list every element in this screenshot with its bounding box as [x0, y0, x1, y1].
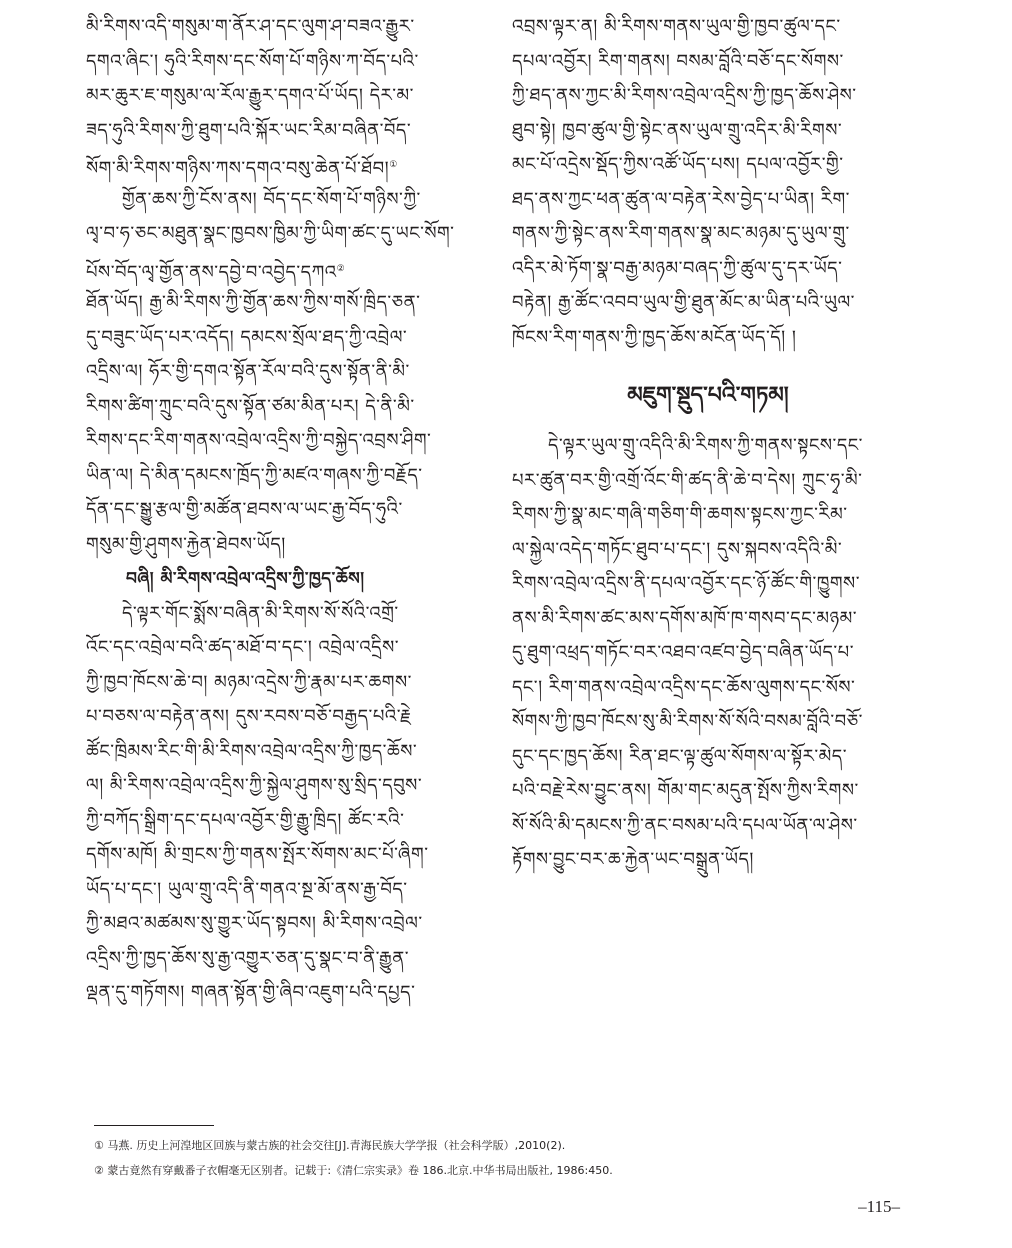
- text-line: འདིར་མེ་ཏོག་སྣ་བརྒྱ་མཉམ་བཞད་ཀྱི་ཚུལ་དུ་དར་ཡོད་: [512, 257, 843, 279]
- page-number: –115–: [858, 1197, 900, 1216]
- text-line: ནས་མི་རིགས་ཚང་མས་དགོས་མཁོ་ཁ་གསབ་དང་མཉམ་: [512, 607, 858, 629]
- text-line: འདྲིས་ཀྱི་ཁྱད་ཆོས་སུ་རྒྱ་འགྱུར་ཅན་དུ་སྣང་བ་ནི་རྒྱུན་: [86, 947, 410, 969]
- text-line: མར་ཆུར་ཇ་གསུམ་ལ་རོལ་རྒྱུར་དགའ་པོ་ཡོད། དེར་མ་: [86, 85, 414, 106]
- text-line: དགོས་མཁོ། མི་གྲངས་ཀྱི་གནས་སྤོར་སོགས་མང་པོ་ཞིག་: [86, 844, 429, 865]
- text-line: ཡིན་ལ། དེ་མིན་དམངས་ཁྲོད་ཀྱི་མཛའ་གཞས་ཀྱི་བརྗོད་: [86, 464, 423, 486]
- text-line: ལ་སྐྱེལ་འདེད་གཏོང་ཐུབ་པ་དང་། དུས་སྐབས་འདིའི་མི་: [512, 538, 843, 560]
- text-line: དགའ་ཞིང་། ཧུའི་རིགས་དང་སོག་པོ་གཉིས་ཀ་བོད་པའི་: [86, 50, 419, 72]
- text-line: ཡོད་པ་དང་། ཡུལ་གྲུ་འདི་ནི་གནའ་སྔ་མོ་ནས་རྒྱ་བོད་: [86, 878, 408, 900]
- text-line: དང་། རིག་གནས་འབྲེལ་འདྲིས་དང་ཆོས་ལུགས་དང་སོས་: [512, 676, 856, 698]
- text-line: ཐོན་ཡོད། རྒྱ་མི་རིགས་ཀྱི་གྱོན་ཆས་ཀྱིས་གསོ་ཁྲིད་ཅན་: [86, 292, 421, 313]
- text-line: རྟོགས་བྱུང་བར་ཆ་རྐྱེན་ཡང་བསྒྲུན་ཡོད།: [512, 849, 754, 870]
- text-line: རིགས་འབྲེལ་འདྲིས་ནི་དཔལ་འབྱོར་དང་ཉོ་ཚོང་གི་ཁྱུགས་: [512, 573, 860, 594]
- text-line: འབྲས་ལྟར་ན། མི་རིགས་གནས་ཡུལ་གྱི་ཁྱབ་ཚུལ་དང་: [512, 16, 841, 37]
- text-line: དུ་བཟུང་ཡོད་པར་འདོད། དམངས་སྲོལ་ཐད་ཀྱི་འབྲེལ་: [86, 326, 408, 348]
- footnote-2: ② 蒙古竟然有穿戴番子衣帽毫无区别者。记载于:《清仁宗实录》卷 186.北京.中华书局出版社, 1986:450.: [94, 1164, 613, 1177]
- text-line: སོ་སོའི་མི་དམངས་ཀྱི་ནང་བསམ་པའི་དཔལ་ཡོན་ལ་ཤེས་: [512, 814, 858, 836]
- text-line: འདྲིས་ལ། ཧོར་གྱི་དགའ་སྟོན་རོལ་བའི་དུས་སྟོན་ནི་མི་: [86, 361, 410, 382]
- text-line: འོང་དང་འབྲེལ་བའི་ཚད་མཐོ་བ་དང་། འབྲེལ་འདྲིས་: [86, 637, 400, 658]
- footnote-marker: ①: [389, 160, 398, 170]
- text-line: [86, 252, 486, 287]
- text-line: དུ་ཐུག་འཕྲད་གཏོང་བར་འཐབ་འཛབ་བྱེད་བཞིན་ཡོད་པ་: [512, 642, 854, 663]
- right-column: [512, 10, 904, 878]
- text-line: མི་རིགས་འདི་གསུམ་ག་ནོར་ཤ་དང་ལུག་ཤ་བཟའ་རྒྱུར་: [86, 16, 415, 37]
- text-line: ཚོང་ཁྲིམས་རིང་གི་མི་རིགས་འབྲེལ་འདྲིས་ཀྱི་ཁྱད་ཆོས་: [86, 740, 418, 762]
- text-line: དེ་ལྟར་གོང་སྨོས་བཞིན་མི་རིགས་སོ་སོའི་འགྲོ་: [122, 602, 399, 624]
- text-line: དཔལ་འབྱོར། རིག་གནས། བསམ་བློའི་བཅོ་དང་སོགས་: [512, 50, 844, 72]
- text-line: ཀྱི་ཁྱབ་ཁོངས་ཆེ་བ། མཉམ་འདྲེས་ཀྱི་རྣམ་པར་ཆགས་: [86, 671, 412, 693]
- text-line: ཁོངས་རིག་གནས་ཀྱི་ཁྱད་ཆོས་མངོན་ཡོད་དོ། །: [512, 326, 797, 348]
- footnote-divider: [94, 1125, 214, 1126]
- text-line: དེ་ལྟར་ཡུལ་གྲུ་འདིའི་མི་རིགས་ཀྱི་གནས་སྟངས་དང་: [548, 435, 863, 456]
- text-line: རིགས་ཀྱི་སྣ་མང་གཞི་གཅིག་གི་ཆགས་སྟངས་ཀྱང་རིམ་: [512, 504, 848, 525]
- text-line: གྱོན་ཆས་ཀྱི་ངོས་ནས། བོད་དང་སོག་པོ་གཉིས་ཀྱི་: [122, 188, 421, 210]
- text-line: པར་ཚུན་བར་གྱི་འགྲོ་འོང་གི་ཚད་ནི་ཆེ་བ་དེས། ཀྲུང་ཧྭ་མི་: [512, 469, 863, 491]
- text-line: དུང་དང་ཁྱད་ཆོས། རིན་ཐང་ལྟ་ཚུལ་སོགས་ལ་སྟོར་མེད་: [512, 745, 848, 767]
- section-heading: མཇུག་སྡུད་པའི་གཏམ།: [627, 382, 789, 408]
- text-line: པའི་བརྗེ་རེས་བྱུང་ནས། གོམ་གང་མདུན་སྤོས་ཀྱིས་རིགས་: [512, 780, 859, 801]
- text-line: ལྡན་དུ་གཏོགས། གཞན་སྟོན་གྱི་ཞིབ་འཇུག་པའི་དཔྱད་: [86, 982, 416, 1003]
- text-line: [86, 148, 486, 183]
- text-line: ཀྱི་བཀོད་སྒྲིག་དང་དཔལ་འབྱོར་གྱི་རྒྱུ་ཁྲིད། ཚོང་རའི་: [86, 809, 405, 831]
- section-subheading: བཞི། མི་རིགས་འབྲེལ་འདྲིས་ཀྱི་ཁྱད་ཆོས།: [126, 569, 365, 589]
- text-line: སོགས་ཀྱི་ཁྱབ་ཁོངས་སུ་མི་རིགས་སོ་སོའི་བསམ་བློའི་བཅོ་: [512, 711, 863, 732]
- text-line: རིགས་ཚིག་ཀྲུང་བའི་དུས་སྟོན་ཙམ་མིན་པར། དེ་ནི་མི་: [86, 395, 415, 417]
- text-line-content: སོག་མི་རིགས་གཉིས་ཀས་དགའ་བསུ་ཆེན་པོ་ཐོབ།: [86, 158, 390, 179]
- text-line: ཀྱི་ཐད་ནས་ཀྱང་མི་རིགས་འབྲེལ་འདྲིས་ཀྱི་ཁྱད་ཆོས་ཤེས་: [512, 85, 857, 106]
- text-line: རིགས་དང་རིག་གནས་འབྲེལ་འདྲིས་ཀྱི་བསྐྱེད་འབྲས་ཤིག་: [86, 430, 432, 451]
- text-line: ཀྱི་མཐའ་མཚམས་སུ་གྱུར་ཡོད་སྟབས། མི་རིགས་འབྲེལ་: [86, 913, 423, 934]
- text-line: དོན་དང་སྒྱུ་རྩལ་གྱི་མཚོན་ཐབས་ལ་ཡང་རྒྱ་བོད་ཧུའི་: [86, 499, 403, 520]
- left-column: [86, 10, 486, 1011]
- text-line: ལ། མི་རིགས་འབྲེལ་འདྲིས་ཀྱི་སྐྱེལ་ཤུགས་སུ་སྲིད་དབུས་: [86, 775, 423, 796]
- text-line: ཐུབ་སྟེ། ཁྱབ་ཚུལ་གྱི་སྟེང་ནས་ཡུལ་གྲུ་འདིར་མི་རིགས་: [512, 119, 843, 141]
- text-line-content: པོས་བོད་ལྭ་གྱོན་ནས་དབྱེ་བ་འབྱེད་དཀའ: [86, 261, 337, 283]
- text-line: གནས་ཀྱི་སྟེང་ནས་རིག་གནས་སྣ་མང་མཉམ་དུ་ཡུལ་གྲུ་: [512, 223, 850, 244]
- footnote-marker: ②: [336, 263, 346, 274]
- text-line: ཐད་ནས་ཀྱང་ཕན་ཚུན་ལ་བརྟེན་རེས་བྱེད་པ་ཡིན། རིག་: [512, 188, 850, 210]
- text-line: པ་བཅས་ལ་བརྟེན་ནས། དུས་རབས་བཅོ་བརྒྱད་པའི་རྗེ: [86, 706, 412, 727]
- text-line: བརྟེན། རྒྱ་ཚོང་འབབ་ཡུལ་གྱི་ཐུན་མོང་མ་ཡིན་པའི་ཡུལ་: [512, 292, 855, 313]
- text-line: ལྭ་བ་ཧ་ཅང་མཐུན་སྣང་ཁྱབས་ཁྱིམ་ཀྱི་ཡིག་ཚང་དུ་ཡང་སོག་: [86, 223, 455, 244]
- text-line: མང་པོ་འདྲེས་སྡོད་ཀྱིས་འཚོ་ཡོད་པས། དཔལ་འབྱོར་གྱི་: [512, 154, 844, 175]
- text-line: ཟད་ཧུའི་རིགས་ཀྱི་ཐུག་པའི་སྐོར་ཡང་རིམ་བཞིན་བོད་: [86, 119, 412, 141]
- text-line: གསུམ་གྱི་ཤུགས་རྐྱེན་ཐེབས་ཡོད།: [86, 533, 286, 555]
- footnote-1: ① 马燕. 历史上河湟地区回族与蒙古族的社会交往[J].青海民族大学学报（社会科学版）,2010(2).: [94, 1139, 566, 1152]
